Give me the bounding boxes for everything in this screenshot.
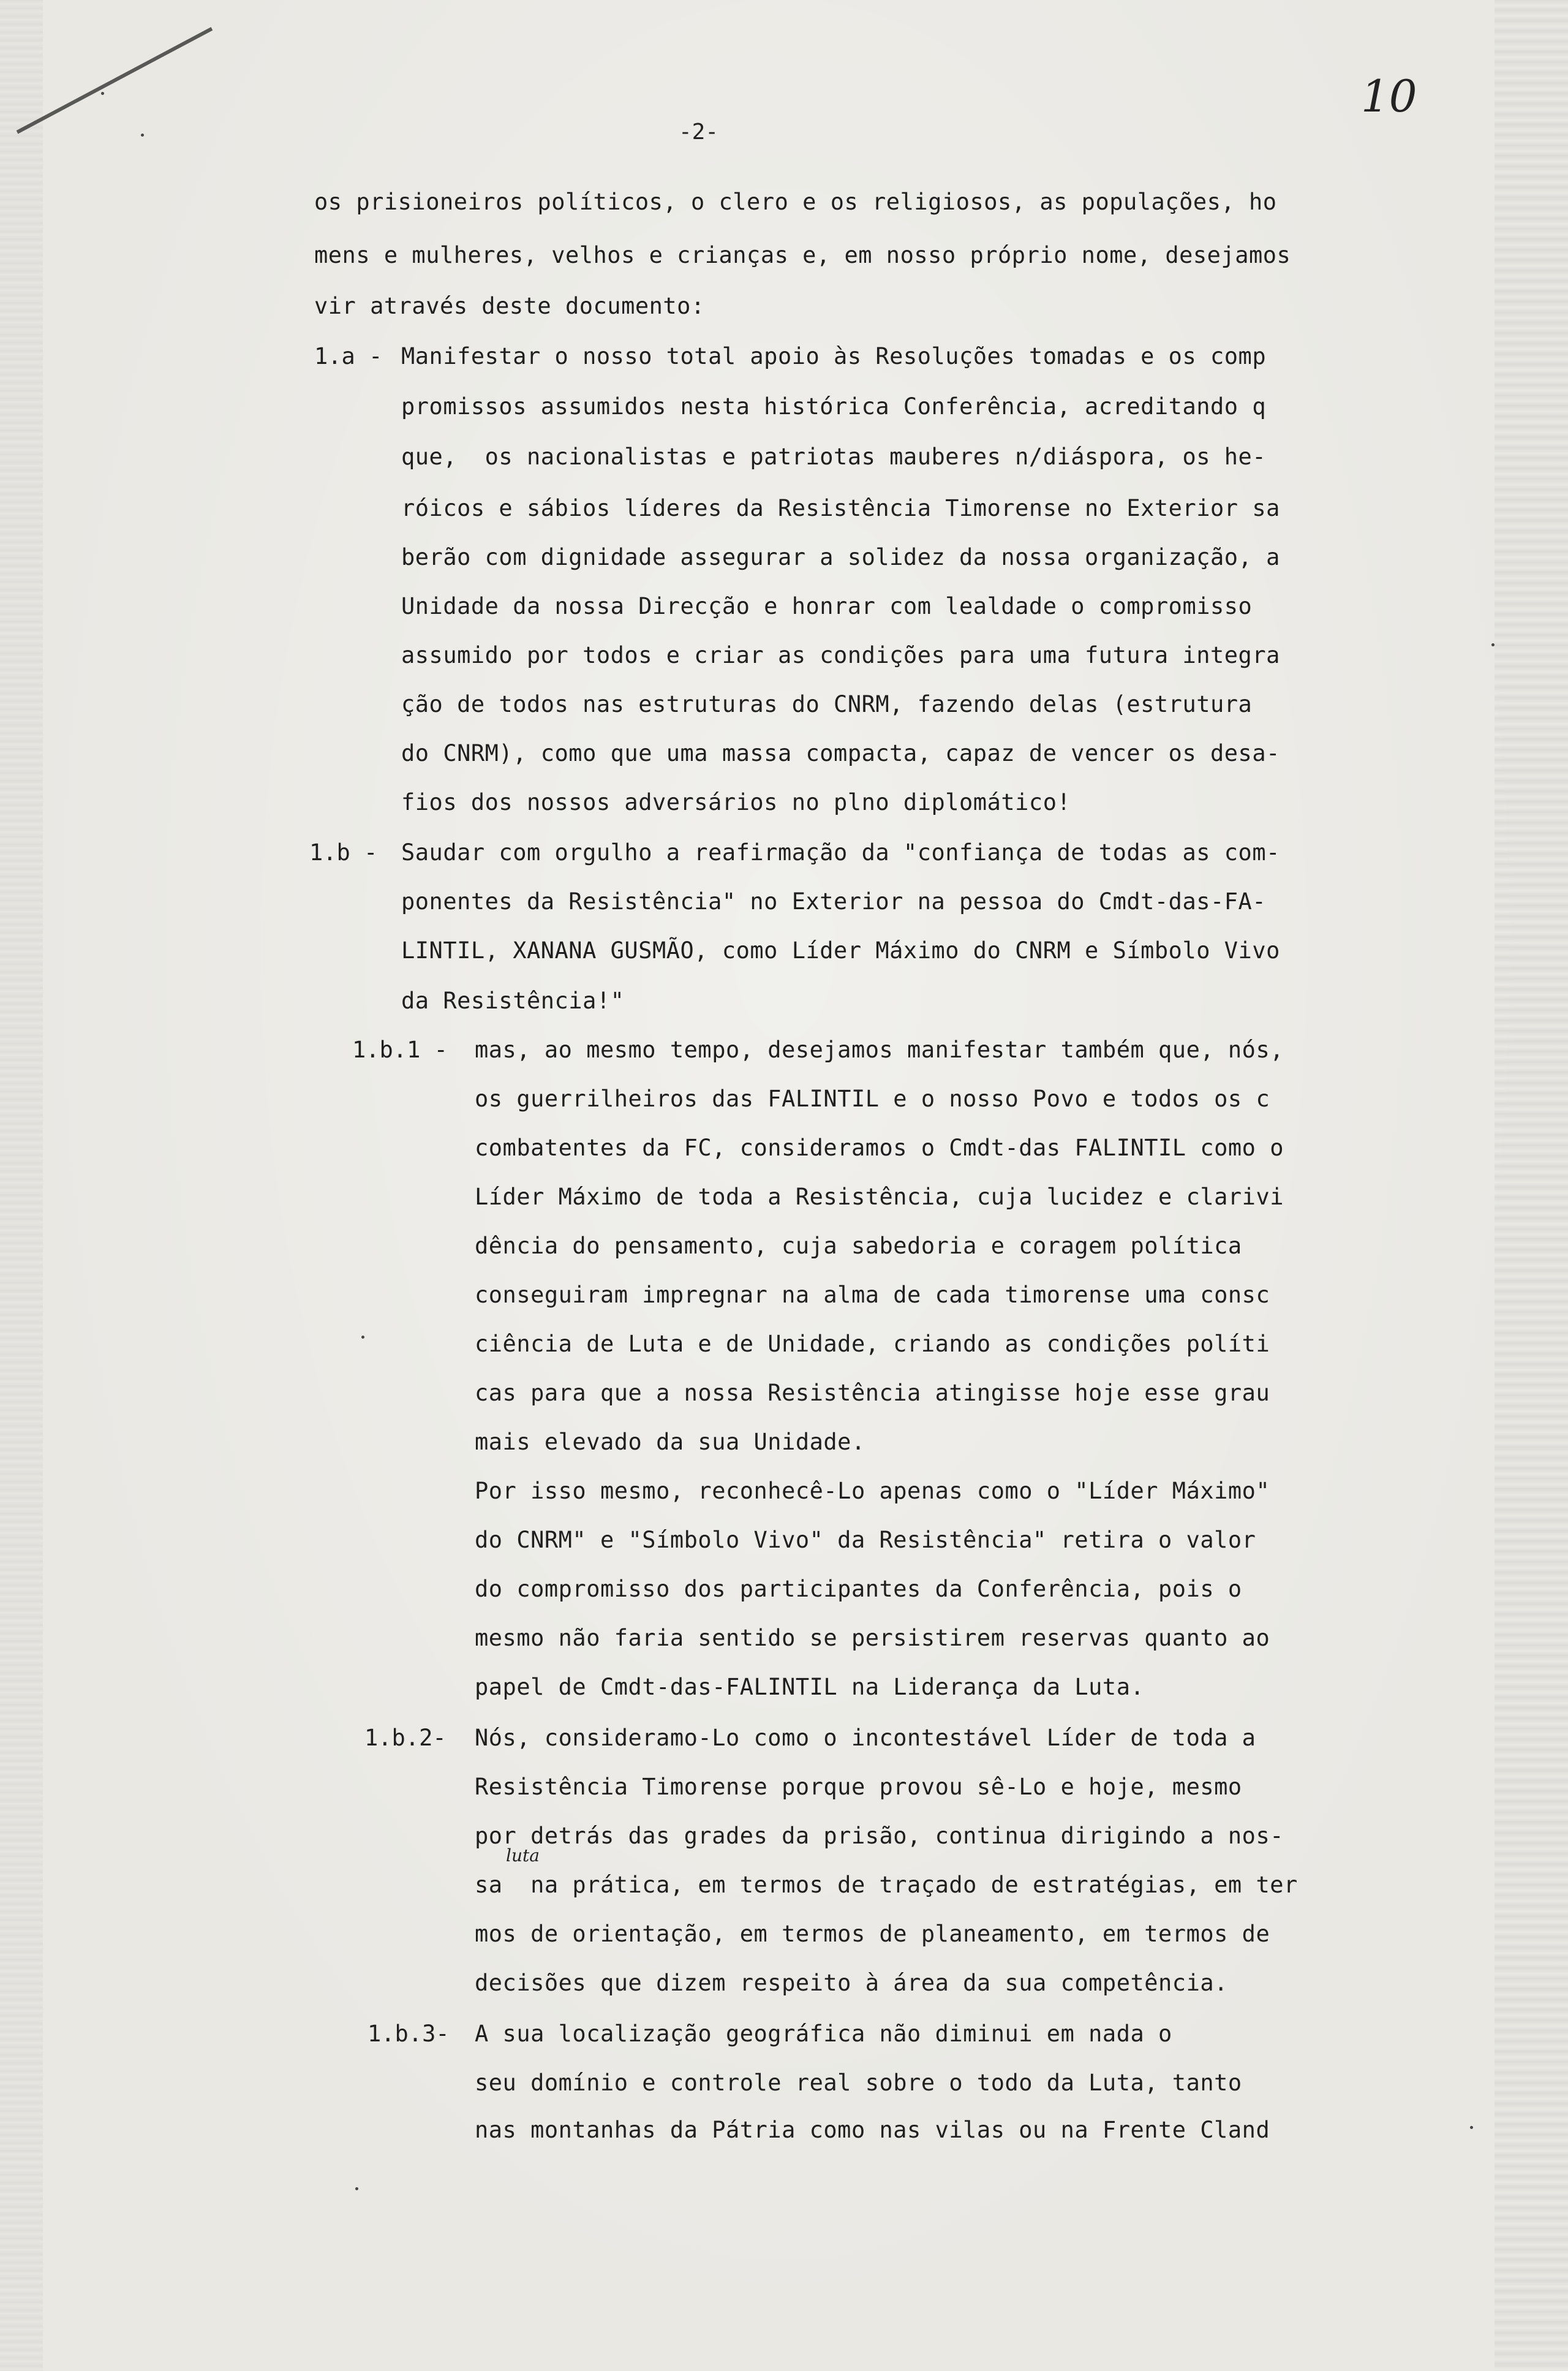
item-line: mesmo não faria sentido se persistirem reservas quanto ao [475,1625,1270,1651]
item-line: da Resistência!" [401,988,625,1014]
intro-line: vir através deste documento: [314,293,705,319]
item-line: mais elevado da sua Unidade. [475,1429,865,1455]
scan-corner-fold [0,0,213,134]
item-line: ciência de Luta e de Unidade, criando as condições políti [475,1331,1270,1357]
item-line: dência do pensamento, cuja sabedoria e coragem política [475,1233,1242,1259]
item-line: assumido por todos e criar as condições para uma futura integra [401,642,1280,668]
item-marker: 1.b - [309,839,378,866]
item-line: Unidade da nossa Direcção e honrar com lealdade o compromisso [401,593,1253,619]
item-line: mas, ao mesmo tempo, desejamos manifestar também que, nós, [475,1037,1284,1063]
page-number: -2- [679,119,719,145]
scan-speck [141,134,144,137]
handwritten-page-number: 10 [1361,70,1417,122]
item-line: Saudar com orgulho a reafirmação da "confiança de todas as com- [401,839,1280,866]
item-line: ponentes da Resistência" no Exterior na pessoa do Cmdt-das-FA- [401,888,1267,915]
item-line: sa na prática, em termos de traçado de estratégias, em ter [475,1872,1298,1898]
item-line: nas montanhas da Pátria como nas vilas ou na Frente Cland [475,2117,1270,2143]
item-line: Manifestar o nosso total apoio às Resoluções tomadas e os comp [401,343,1267,369]
item-line: do CNRM" e "Símbolo Vivo" da Resistência" retira o valor [475,1527,1256,1553]
scan-speck [1491,643,1494,646]
scan-speck [361,1336,364,1339]
item-line: seu domínio e controle real sobre o todo da Luta, tanto [475,2070,1242,2096]
item-line: do CNRM), como que uma massa compacta, capaz de vencer os desa- [401,740,1280,766]
item-line: conseguiram impregnar na alma de cada timorense uma consc [475,1282,1270,1308]
scan-edge-left [0,0,43,2371]
item-line: decisões que dizem respeito à área da sua competência. [475,1970,1228,1996]
intro-line: mens e mulheres, velhos e crianças e, em nosso próprio nome, desejamos [314,242,1291,268]
scan-speck [101,92,104,95]
item-line: os guerrilheiros das FALINTIL e o nosso Povo e todos os c [475,1086,1270,1112]
item-line: A sua localização geográfica não diminui em nada o [475,2021,1172,2047]
item-line: ção de todos nas estruturas do CNRM, fazendo delas (estrutura [401,691,1253,717]
item-line: promissos assumidos nesta histórica Conferência, acreditando q [401,393,1267,420]
item-line: que, os nacionalistas e patriotas mauberes n/diáspora, os he- [401,444,1267,470]
item-line: do compromisso dos participantes da Conferência, pois o [475,1576,1242,1602]
item-line: Por isso mesmo, reconhecê-Lo apenas como o "Líder Máximo" [475,1478,1270,1504]
item-line: Nós, consideramo-Lo como o incontestável Líder de toda a [475,1725,1256,1751]
item-line: róicos e sábios líderes da Resistência Timorense no Exterior sa [401,495,1280,521]
item-line: cas para que a nossa Resistência atingisse hoje esse grau [475,1380,1270,1406]
intro-line: os prisioneiros políticos, o clero e os religiosos, as populações, ho [314,189,1277,215]
handwritten-insert: luta [506,1845,540,1866]
item-line: por detrás das grades da prisão, continua dirigindo a nos- [475,1823,1284,1849]
scan-speck [1470,2126,1473,2129]
item-line: berão com dignidade assegurar a solidez da nossa organização, a [401,544,1280,570]
scan-speck [355,2187,358,2190]
item-marker: 1.b.1 - [352,1037,448,1063]
item-line: Líder Máximo de toda a Resistência, cuja lucidez e clarivi [475,1184,1284,1210]
item-line: combatentes da FC, consideramos o Cmdt-das FALINTIL como o [475,1135,1284,1161]
item-line: fios dos nossos adversários no plno diplomático! [401,789,1071,815]
item-line: mos de orientação, em termos de planeamento, em termos de [475,1921,1270,1947]
item-marker: 1.b.2- [364,1725,447,1751]
item-line: papel de Cmdt-das-FALINTIL na Liderança da Luta. [475,1674,1145,1700]
item-marker: 1.a - [314,343,383,369]
scan-edge-right [1494,0,1568,2371]
item-marker: 1.b.3- [368,2021,450,2047]
item-line: LINTIL, XANANA GUSMÃO, como Líder Máximo do CNRM e Símbolo Vivo [401,937,1280,964]
item-line: Resistência Timorense porque provou sê-Lo e hoje, mesmo [475,1774,1242,1800]
